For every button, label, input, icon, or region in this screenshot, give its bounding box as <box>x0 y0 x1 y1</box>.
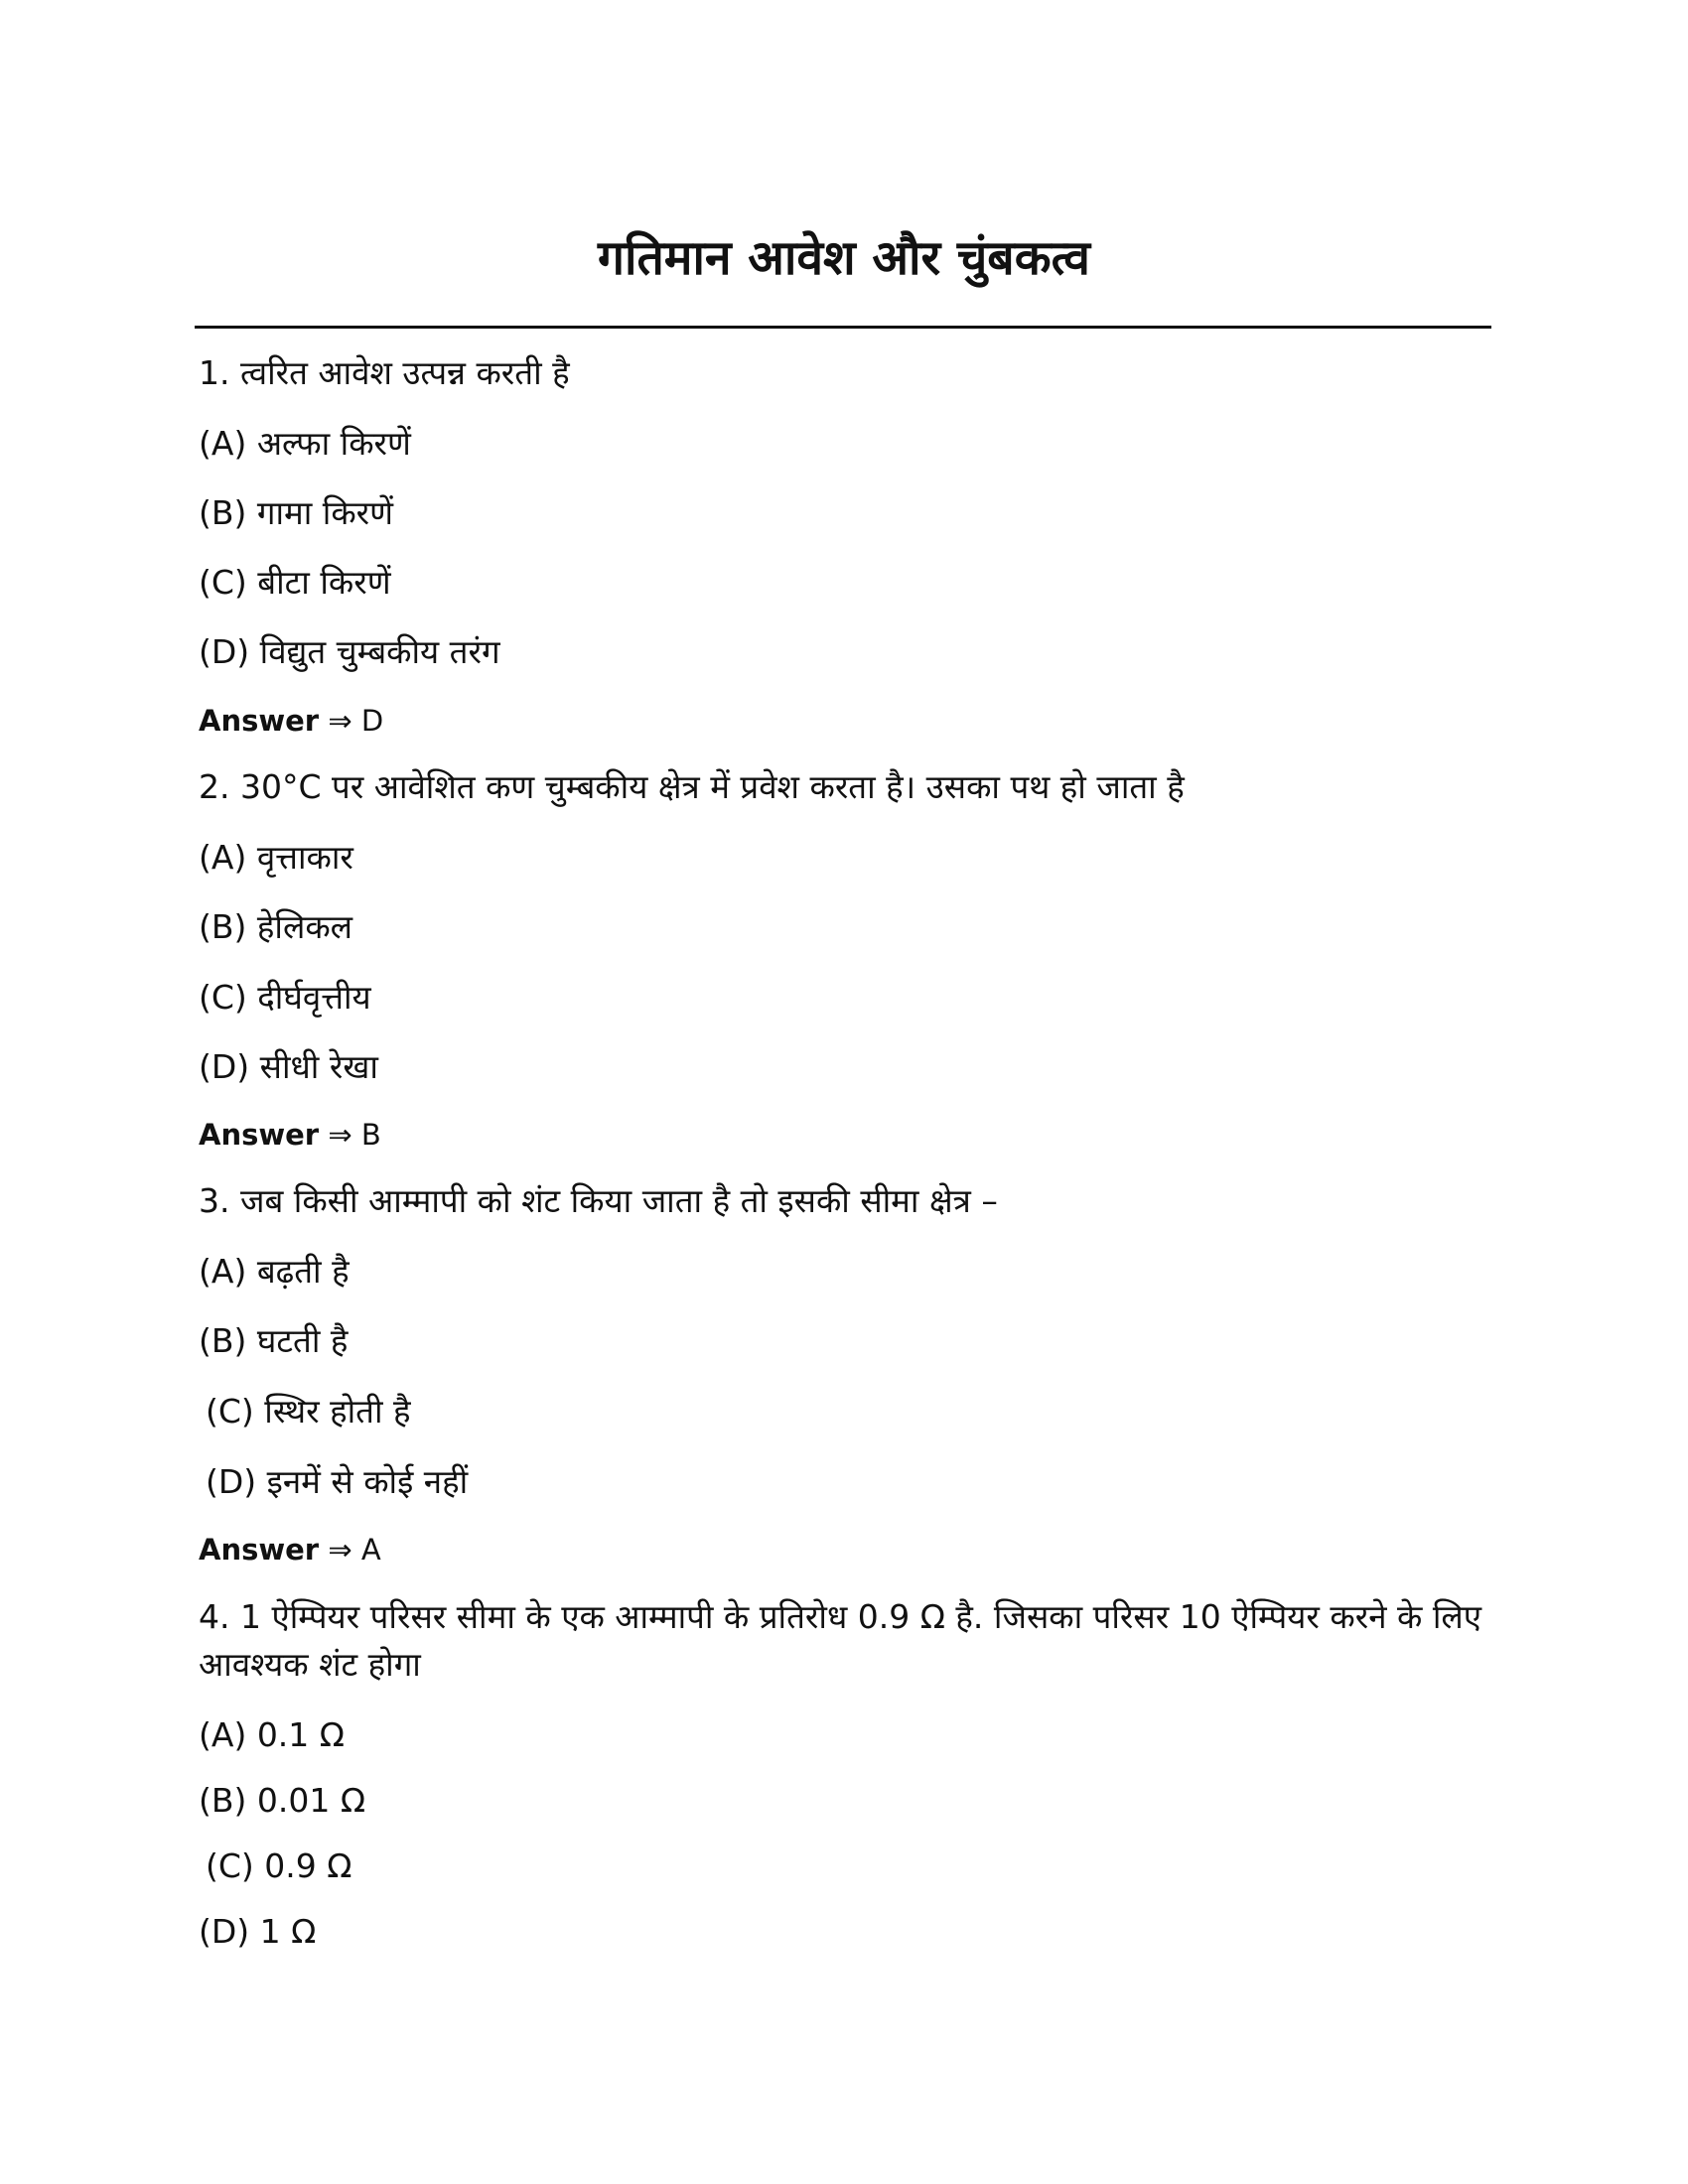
answer-value: ⇒ D <box>328 704 384 738</box>
question-3-answer <box>199 1530 381 1570</box>
question-1-option-d: (D) विद्युत चुम्बकीय तरंग <box>199 632 500 671</box>
answer-value: ⇒ B <box>328 1118 381 1152</box>
question-4-option-a: (A) 0.1 Ω <box>199 1715 346 1754</box>
question-4-text: 4. 1 ऐम्पियर परिसर सीमा के एक आम्मापी के प्रतिरोध 0.9 Ω है. जिसका परिसर 10 ऐम्पियर करने के लिए आवश्यक शंट होगा <box>199 1597 1482 1684</box>
question-3-option-c: (C) स्थिर होती है <box>206 1392 411 1431</box>
question-2-answer <box>199 1115 381 1155</box>
question-2-option-a: (A) वृत्ताकार <box>199 838 353 877</box>
answer-label: Answer <box>199 704 320 738</box>
question-1-option-c: (C) बीटा किरणें <box>199 563 391 602</box>
answer-label: Answer <box>199 1533 320 1567</box>
question-1-option-b: (B) गामा किरणें <box>199 493 394 532</box>
question-2-text: 2. 30°C पर आवेशित कण चुम्बकीय क्षेत्र में प्रवेश करता है। उसका पथ हो जाता है <box>199 767 1185 806</box>
question-3-option-d: (D) इनमें से कोई नहीं <box>206 1462 469 1501</box>
answer-value: ⇒ A <box>328 1533 381 1567</box>
question-2-option-d: (D) सीधी रेखा <box>199 1047 378 1086</box>
question-1-option-a: (A) अल्फा किरणें <box>199 424 411 463</box>
question-4-option-c: (C) 0.9 Ω <box>206 1846 352 1885</box>
title-divider <box>195 326 1491 329</box>
question-3-option-b: (B) घटती है <box>199 1321 349 1360</box>
question-2-option-c: (C) दीर्घवृत्तीय <box>199 978 371 1017</box>
question-3-text: 3. जब किसी आम्मापी को शंट किया जाता है तो इसकी सीमा क्षेत्र – <box>199 1181 998 1220</box>
question-4-option-d: (D) 1 Ω <box>199 1912 317 1951</box>
page-title: गतिमान आवेश और चुंबकत्व <box>597 230 1090 286</box>
question-4-option-b: (B) 0.01 Ω <box>199 1781 366 1820</box>
question-1-answer <box>199 701 383 741</box>
question-1-text: 1. त्वरित आवेश उत्पन्न करती है <box>199 353 570 392</box>
question-3-option-a: (A) बढ़ती है <box>199 1252 350 1291</box>
question-2-option-b: (B) हेलिकल <box>199 907 353 946</box>
answer-label: Answer <box>199 1118 320 1152</box>
